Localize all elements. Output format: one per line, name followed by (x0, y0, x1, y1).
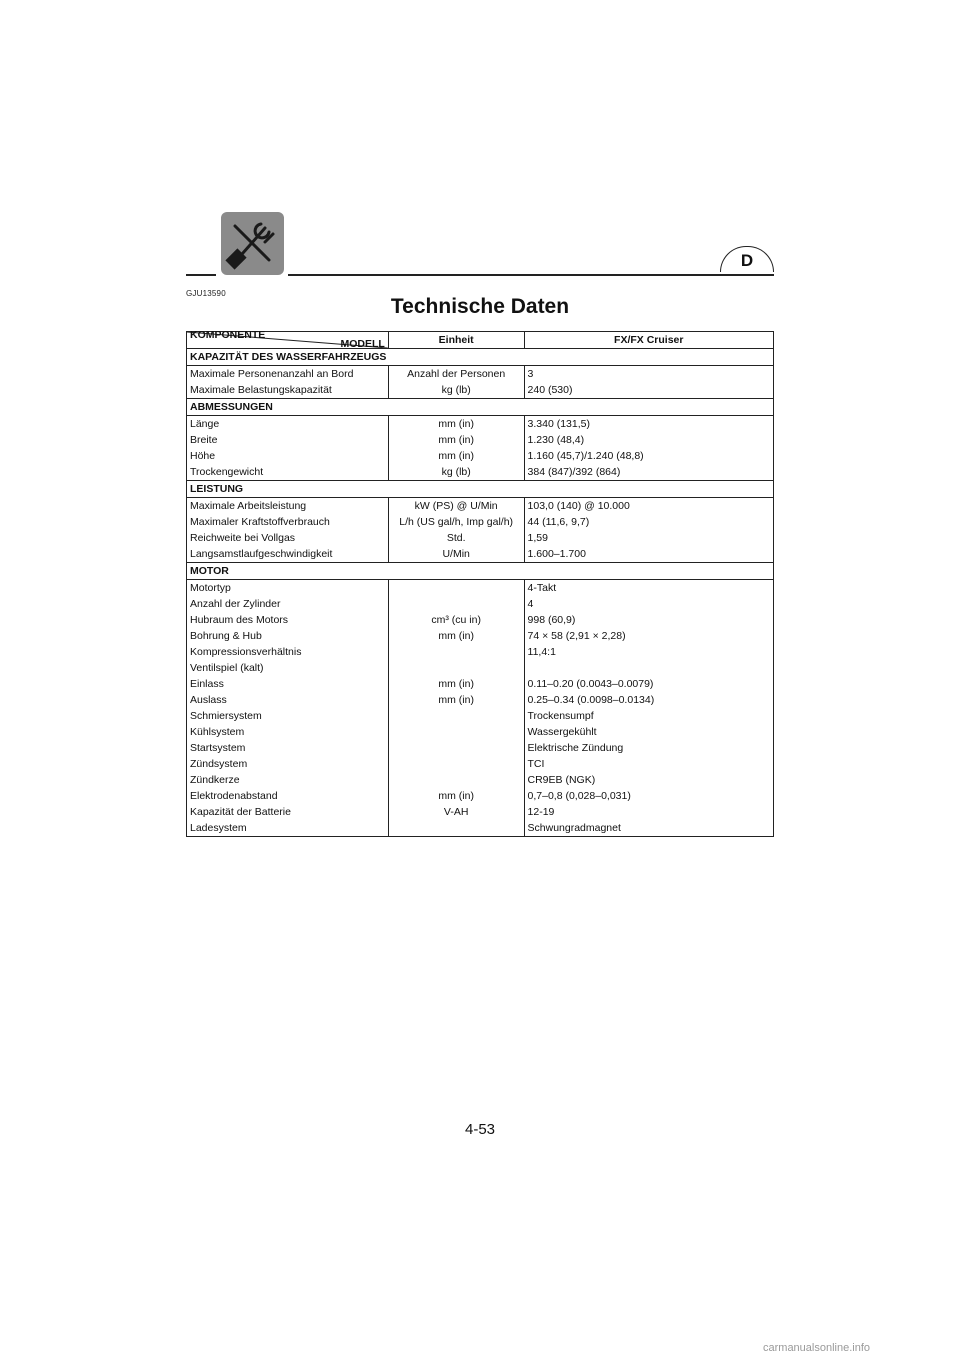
spec-unit: cm³ (cu in) (388, 612, 524, 628)
spec-name: Zündsystem (190, 757, 248, 770)
table-row (187, 382, 774, 399)
spec-name: Länge (190, 417, 220, 430)
table-row (187, 596, 774, 612)
spec-value: 998 (60,9) (527, 613, 576, 626)
spec-value: 0,7–0,8 (0,028–0,031) (527, 789, 631, 802)
spec-name: Maximale Arbeitsleistung (190, 499, 307, 512)
spec-value: 0.25–0.34 (0.0098–0.0134) (527, 693, 655, 706)
spec-value: 12-19 (527, 805, 555, 818)
spec-unit (388, 724, 524, 740)
spec-unit: kg (lb) (388, 464, 524, 481)
table-row (187, 464, 774, 481)
spec-value: 74 × 58 (2,91 × 2,28) (527, 629, 626, 642)
spec-unit: L/h (US gal/h, Imp gal/h) (388, 514, 524, 530)
spec-value: 240 (530) (527, 383, 573, 396)
section-header-row (187, 349, 774, 366)
section-header-row (187, 563, 774, 580)
spec-value: CR9EB (NGK) (527, 773, 596, 786)
header-rule-right (288, 274, 774, 276)
spec-unit: Std. (388, 530, 524, 546)
spec-value (524, 660, 773, 676)
table-row (187, 820, 774, 837)
spec-unit: mm (in) (388, 628, 524, 644)
spec-unit (388, 596, 524, 612)
spec-name: Hubraum des Motors (190, 613, 289, 626)
spec-value: Schwungradmagnet (527, 821, 621, 834)
spec-name: Elektrodenabstand (190, 789, 278, 802)
spec-name: Zündkerze (190, 773, 240, 786)
table-row (187, 756, 774, 772)
spec-name: Einlass (190, 677, 224, 690)
table-row (187, 644, 774, 660)
table-row (187, 676, 774, 692)
spec-value: TCI (527, 757, 545, 770)
spec-unit: mm (in) (388, 692, 524, 708)
unit-header: Einheit (388, 332, 524, 349)
table-row (187, 448, 774, 464)
table-row (187, 432, 774, 448)
spec-unit (388, 756, 524, 772)
table-row (187, 660, 774, 676)
spec-value: Elektrische Zündung (527, 741, 624, 754)
spec-value: 0.11–0.20 (0.0043–0.0079) (527, 677, 654, 690)
table-body (187, 349, 774, 837)
spec-name: Höhe (190, 449, 216, 462)
spec-value: 44 (11,6, 9,7) (527, 515, 590, 528)
spec-name: Kompressionsverhältnis (190, 645, 302, 658)
table-row (187, 628, 774, 644)
spec-unit: Anzahl der Personen (388, 366, 524, 383)
spec-unit (388, 820, 524, 837)
section-title: LEISTUNG (187, 481, 774, 498)
table-row (187, 366, 774, 383)
spec-value: 1.230 (48,4) (527, 433, 585, 446)
model-name-header: FX/FX Cruiser (524, 332, 773, 349)
spec-unit (388, 740, 524, 756)
tools-icon (221, 212, 284, 275)
spec-name: Kapazität der Batterie (190, 805, 291, 818)
section-title: KAPAZITÄT DES WASSERFAHRZEUGS (187, 349, 774, 366)
section-header-row (187, 481, 774, 498)
spec-unit (388, 708, 524, 724)
spec-unit: mm (in) (388, 416, 524, 433)
spec-unit: kg (lb) (388, 382, 524, 399)
spec-name: Anzahl der Zylinder (190, 597, 281, 610)
table-row (187, 514, 774, 530)
spec-name: Reichweite bei Vollgas (190, 531, 296, 544)
component-header-label: KOMPONENTE (190, 329, 266, 341)
watermark: carmanualsonline.info (763, 1342, 871, 1354)
spec-value: 4-Takt (527, 581, 557, 594)
page-title: Technische Daten (390, 295, 570, 318)
spec-value: 1.600–1.700 (527, 547, 586, 560)
spec-name: Motortyp (190, 581, 231, 594)
section-title: ABMESSUNGEN (187, 399, 774, 416)
spec-unit (388, 580, 524, 597)
spec-value: 384 (847)/392 (864) (527, 465, 621, 478)
spec-name: Kühlsystem (190, 725, 245, 738)
table-row (187, 546, 774, 563)
spec-name: Schmiersystem (190, 709, 262, 722)
spec-name: Langsamstlaufgeschwindigkeit (190, 547, 333, 560)
section-header-row (187, 399, 774, 416)
spec-name: Maximale Belastungskapazität (190, 383, 332, 396)
spec-name: Trockengewicht (190, 465, 264, 478)
page-number: 4-53 (464, 1121, 496, 1138)
specifications-table (186, 331, 774, 837)
table-row (187, 498, 774, 515)
spec-value: 4 (527, 597, 534, 610)
table-row (187, 530, 774, 546)
table-row (187, 804, 774, 820)
spec-value: 103,0 (140) @ 10.000 (527, 499, 630, 512)
table-row (187, 724, 774, 740)
spec-unit (388, 772, 524, 788)
spec-unit: mm (in) (388, 432, 524, 448)
language-badge: D (720, 246, 774, 272)
spec-value: 1.160 (45,7)/1.240 (48,8) (527, 449, 644, 462)
table-row (187, 612, 774, 628)
spec-value: Trockensumpf (527, 709, 594, 722)
table-row (187, 416, 774, 433)
spec-value: 3.340 (131,5) (527, 417, 590, 430)
spec-unit: mm (in) (388, 788, 524, 804)
document-code: GJU13590 (186, 289, 226, 298)
table-row (187, 788, 774, 804)
table-header-row (187, 332, 774, 349)
table-row (187, 708, 774, 724)
table-row (187, 772, 774, 788)
table-row (187, 740, 774, 756)
spec-name: Bohrung & Hub (190, 629, 262, 642)
spec-value: Wassergekühlt (527, 725, 597, 738)
spec-name: Ventilspiel (kalt) (190, 661, 264, 674)
spec-name: Maximaler Kraftstoffverbrauch (190, 515, 330, 528)
header-rule-left (186, 274, 216, 276)
spec-unit: mm (in) (388, 448, 524, 464)
table-row (187, 580, 774, 597)
spec-name: Breite (190, 433, 218, 446)
spec-name: Startsystem (190, 741, 246, 754)
spec-unit (388, 644, 524, 660)
table-row (187, 692, 774, 708)
spec-name: Auslass (190, 693, 227, 706)
model-component-header (187, 329, 389, 350)
model-header-label: MODELL (340, 338, 385, 350)
spec-value: 3 (527, 367, 534, 380)
spec-name: Maximale Personenanzahl an Bord (190, 367, 354, 380)
section-title: MOTOR (187, 563, 774, 580)
spec-value: 1,59 (527, 531, 548, 544)
spec-value: 11,4:1 (527, 645, 556, 658)
spec-name: Ladesystem (190, 821, 247, 834)
spec-unit: kW (PS) @ U/Min (388, 498, 524, 515)
spec-unit: V-AH (388, 804, 524, 820)
spec-unit (388, 660, 524, 676)
spec-unit: U/Min (388, 546, 524, 563)
spec-unit: mm (in) (388, 676, 524, 692)
